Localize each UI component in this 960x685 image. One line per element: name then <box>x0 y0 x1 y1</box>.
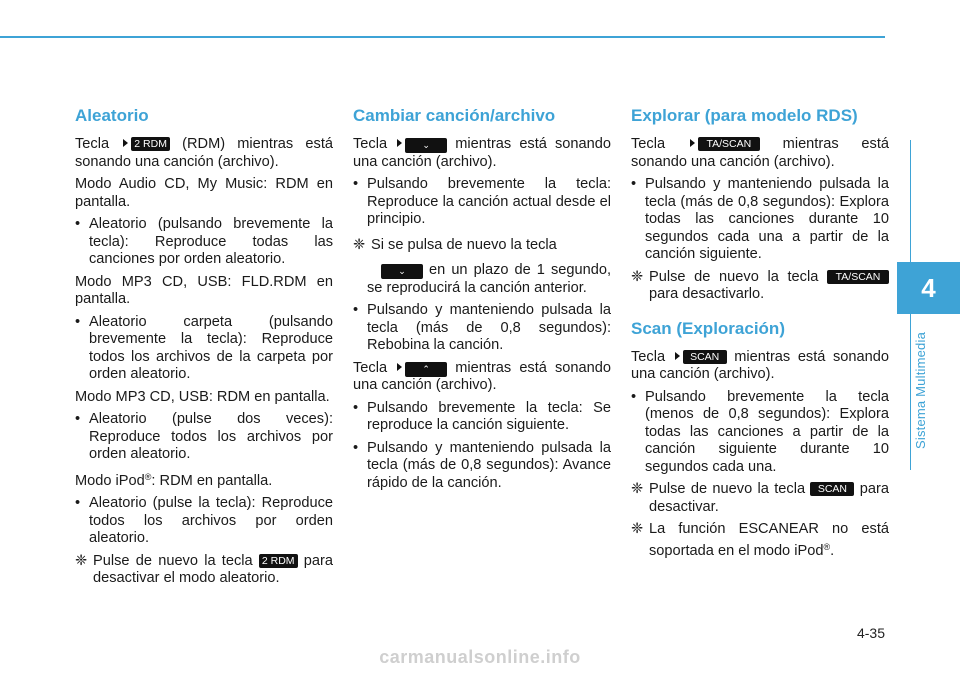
text: Pulse de nuevo la tecla <box>649 268 819 285</box>
bullet-item: • Pulsando y manteniendo pulsada la tecla (más de 0,8 segundos): Explora todas las canciones durante 10 segundos cada una a partir de la canción siguiente. <box>631 176 889 264</box>
text: (RDM) mientras está sonando una canción (archivo). <box>75 136 333 170</box>
note <box>631 481 889 516</box>
key-reference <box>395 360 447 376</box>
paragraph <box>75 469 333 491</box>
text: mientras está sonando una canción (archivo). <box>353 359 611 393</box>
column-aleatorio <box>75 105 333 593</box>
paragraph: Modo MP3 CD, USB: FLD.RDM en pantalla. <box>75 273 333 307</box>
bullet-item: • Pulsando y manteniendo pulsada la tecla (más de 0,8 segundos): Avance rápido de la canción. <box>353 440 611 493</box>
chapter-title-label <box>910 320 932 460</box>
bullet-item: • Aleatorio (pulsando brevemente la tecla): Reproduce todas las canciones por orden aleatorio. <box>75 216 333 269</box>
text: para desactivar el modo aleatorio. <box>93 552 333 586</box>
scan-key-icon: SCAN <box>810 482 854 496</box>
note <box>353 237 611 255</box>
paragraph <box>631 349 889 384</box>
text: Tecla <box>631 348 666 365</box>
note-mark-icon: ❈ <box>631 521 644 537</box>
note <box>75 553 333 588</box>
text: . <box>830 542 835 559</box>
text: en un plazo de 1 segundo, se reproducirá la canción anterior. <box>367 262 611 296</box>
text: mientras está sonando una canción (archivo). <box>631 136 889 170</box>
ta-scan-key-icon: TA/SCAN <box>827 270 889 284</box>
text: Tecla <box>75 136 110 152</box>
bullet-item: • Aleatorio (pulse la tecla): Reproduce todos los archivos por orden aleatorio. <box>75 495 333 548</box>
text: Modo iPod <box>75 472 145 489</box>
paragraph <box>75 136 333 171</box>
registered-mark: ® <box>144 471 152 482</box>
bullet-item: • Aleatorio carpeta (pulsando brevemente la tecla): Reproduce todos los archivos de la carpeta por orden aleatorio. <box>75 314 333 384</box>
text: mientras está sonando una canción (archivo). <box>353 136 611 170</box>
bullet-item: • Pulsando brevemente la tecla: Se reproduce la canción siguiente. <box>353 400 611 435</box>
note-mark-icon: ❈ <box>631 481 644 497</box>
page-number: 4-35 <box>856 625 885 641</box>
triangle-icon <box>123 139 128 147</box>
key-reference <box>121 136 170 152</box>
triangle-icon <box>397 363 402 371</box>
section-title-aleatorio: Aleatorio <box>75 106 149 125</box>
top-rule <box>0 36 885 38</box>
triangle-icon <box>397 139 402 147</box>
paragraph: Modo MP3 CD, USB: RDM en pantalla. <box>75 388 330 405</box>
text: : RDM en pantalla. <box>151 472 273 489</box>
bullet-item: • Aleatorio (pulse dos veces): Reproduce todos los archivos por orden aleatorio. <box>75 411 333 464</box>
text: La función ESCANEAR no está soportada en el modo iPod <box>649 521 889 559</box>
text: Si se pulsa de nuevo la tecla <box>371 236 557 253</box>
text: para desactivar. <box>649 481 890 515</box>
text: Pulse de nuevo la tecla <box>649 481 806 497</box>
text: Tecla <box>353 136 388 152</box>
note <box>631 521 889 560</box>
key-reference <box>395 136 447 152</box>
column-cambiar-cancion <box>353 105 611 497</box>
rdm-key-icon: 2 RDM <box>131 137 170 151</box>
section-title-explorar: Explorar (para modelo RDS) <box>631 106 858 125</box>
text: Tecla <box>631 136 666 152</box>
bullet-item: • Pulsando brevemente la tecla: Reproduce la canción actual desde el principio. <box>353 176 611 229</box>
bullet-item: • Pulsando brevemente la tecla (menos de 0,8 segundos): Explora todas las canciones a partir de la canción siguiente durante 10 segundos cada una. <box>631 389 889 477</box>
text: mientras está sonando una canción (archivo). <box>631 348 889 382</box>
up-arrow-key-icon: ⌃ <box>405 362 447 377</box>
paragraph <box>353 136 611 171</box>
ta-scan-key-icon: TA/SCAN <box>698 137 760 151</box>
triangle-icon <box>690 139 695 147</box>
text: para desactivarlo. <box>649 286 765 302</box>
registered-mark: ® <box>823 541 831 552</box>
note-mark-icon: ❈ <box>631 268 644 285</box>
paragraph <box>631 136 889 171</box>
triangle-icon <box>675 352 680 360</box>
down-arrow-key-icon: ⌄ <box>405 138 447 153</box>
paragraph: Modo Audio CD, My Music: RDM en pantalla. <box>75 176 333 210</box>
paragraph <box>353 360 611 395</box>
column-explorar-scan <box>631 105 889 565</box>
key-reference <box>688 136 760 152</box>
note-mark-icon: ❈ <box>353 236 366 253</box>
down-arrow-key-icon: ⌄ <box>381 264 423 279</box>
section-title-cambiar-cancion: Cambiar canción/archivo <box>353 106 556 125</box>
text: Tecla <box>353 359 388 376</box>
chapter-title: Sistema Multimedia <box>913 331 929 449</box>
watermark: carmanualsonline.info <box>379 647 581 667</box>
paragraph <box>353 262 611 297</box>
note-mark-icon: ❈ <box>75 552 88 569</box>
rdm-key-icon: 2 RDM <box>259 554 298 568</box>
chapter-number-tab: 4 <box>897 262 960 314</box>
key-reference <box>673 349 727 365</box>
note <box>631 269 889 304</box>
bullet-item: • Pulsando y manteniendo pulsada la tecla (más de 0,8 segundos): Rebobina la canción. <box>353 302 611 355</box>
text: Pulse de nuevo la tecla <box>93 552 253 569</box>
scan-key-icon: SCAN <box>683 350 727 364</box>
section-title-scan: Scan (Exploración) <box>631 318 785 338</box>
